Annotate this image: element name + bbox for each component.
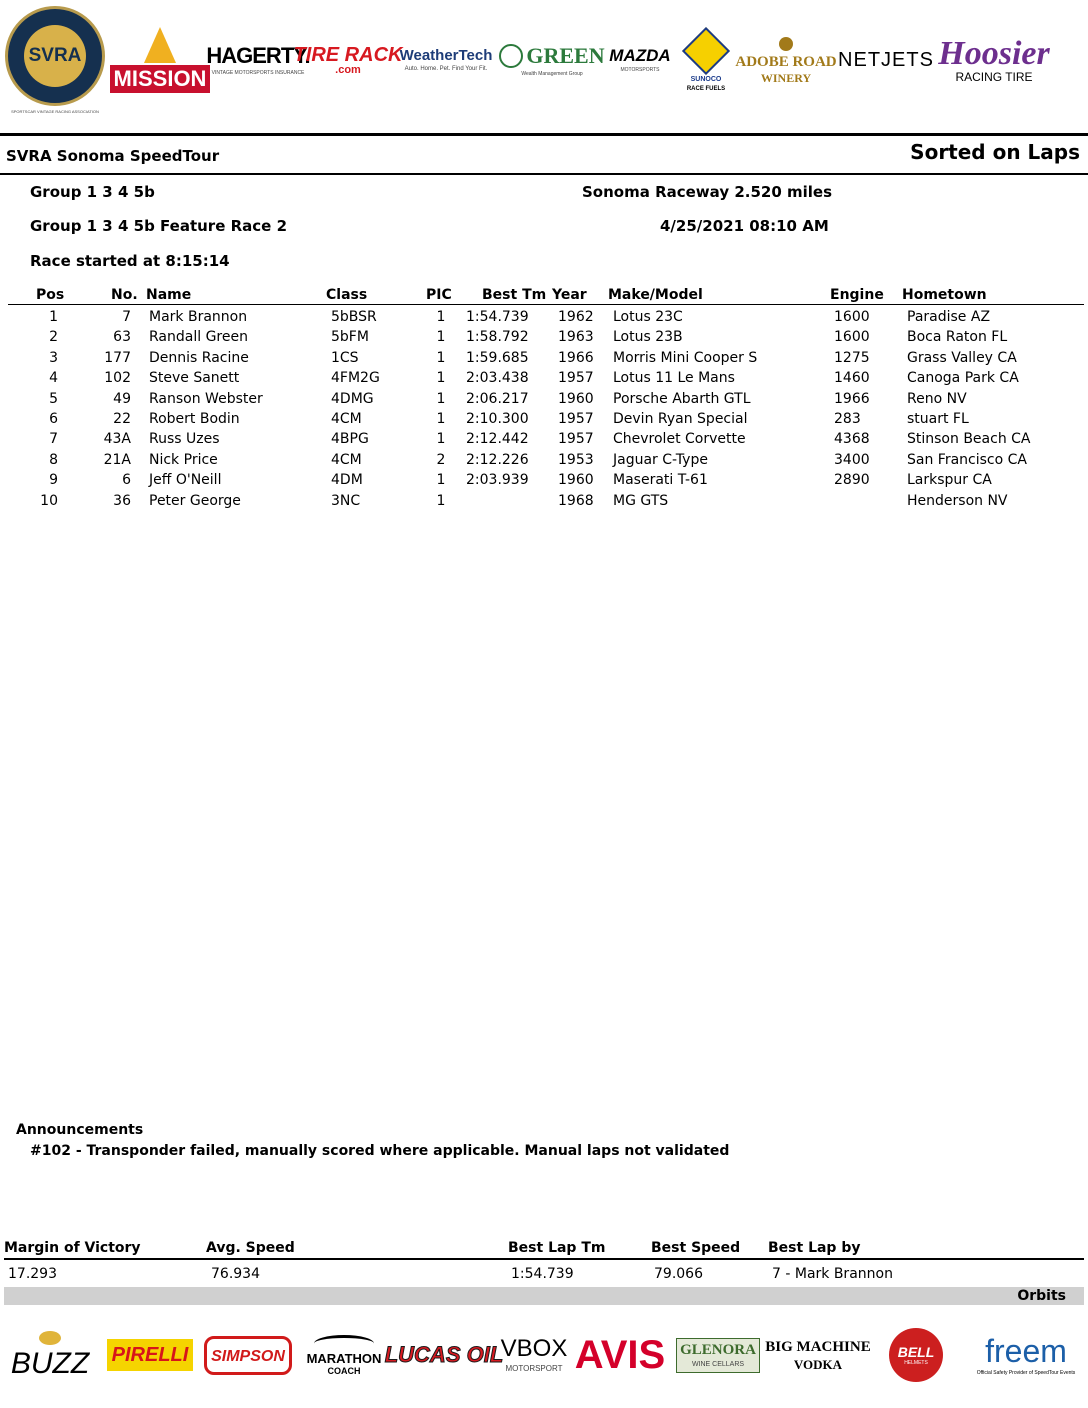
- margin-value: 17.293: [8, 1266, 57, 1282]
- header-engine: Engine: [830, 287, 884, 303]
- avis-logo-text: AVIS: [574, 1333, 666, 1377]
- cell-no: 102: [104, 370, 131, 387]
- bell-badge-icon: [889, 1328, 943, 1382]
- cell-make: Jaguar C-Type: [613, 451, 708, 468]
- cell-best: 1:54.739: [466, 309, 529, 325]
- cell-hometown: Paradise AZ: [907, 309, 991, 325]
- title-rule: [0, 173, 1088, 175]
- table-row: [0, 452, 1088, 472]
- cell-name: Peter George: [149, 492, 241, 509]
- cell-name: Mark Brannon: [149, 309, 248, 325]
- adobe-crest-icon: [779, 37, 793, 51]
- mazda-logo-text: MAZDA: [609, 46, 671, 65]
- svra-logo: [0, 6, 110, 114]
- cell-make: Devin Ryan Special: [613, 411, 748, 427]
- cell-class: 4CM: [331, 411, 362, 427]
- bell-logo: [868, 1328, 964, 1382]
- cell-year: 1962: [558, 309, 594, 325]
- vbox-logo-sub: MOTORSPORT: [505, 1364, 563, 1373]
- hagerty-logo-sub: VINTAGE MOTORSPORTS INSURANCE: [211, 69, 305, 76]
- cell-pic: 1: [436, 370, 446, 387]
- cell-engine: 1275: [834, 349, 870, 366]
- cell-best: 1:59.685: [466, 349, 529, 366]
- table-row: [0, 493, 1088, 513]
- green-seal-icon: [499, 44, 523, 68]
- avg-speed-value: 76.934: [211, 1266, 260, 1282]
- best-speed-label: Best Speed: [651, 1240, 741, 1256]
- freem-logo-text: freem: [985, 1332, 1067, 1369]
- datetime-label: 4/25/2021 08:10 AM: [660, 217, 829, 235]
- buzz-logo: [0, 1331, 100, 1379]
- cell-pic: 1: [436, 309, 446, 325]
- svra-logo-text: SVRA: [28, 45, 82, 66]
- green-logo-sub: Wealth Management Group: [521, 70, 583, 77]
- cell-name: Jeff O'Neill: [149, 472, 222, 489]
- cell-best: 1:58.792: [466, 329, 529, 346]
- sunoco-logo: [678, 28, 734, 92]
- cell-pic: 1: [436, 472, 446, 489]
- cell-best: 2:12.442: [466, 431, 529, 448]
- cell-best: 2:03.438: [466, 370, 529, 387]
- bottom-sponsor-bar: [0, 1310, 1088, 1400]
- header-best: Best Tm: [482, 287, 547, 303]
- cell-hometown: San Francisco CA: [907, 451, 1027, 468]
- lucas-logo-text: LUCAS OIL: [384, 1342, 504, 1367]
- cell-name: Steve Sanett: [149, 370, 240, 387]
- cell-year: 1963: [558, 329, 594, 346]
- cell-name: Ranson Webster: [149, 390, 263, 407]
- freem-logo: [964, 1332, 1088, 1376]
- cell-pic: 1: [436, 390, 446, 407]
- cell-make: Porsche Abarth GTL: [613, 390, 751, 407]
- cell-engine: 283: [834, 411, 861, 427]
- hagerty-logo-text: HAGERTY.: [206, 42, 310, 68]
- cell-year: 1957: [558, 411, 594, 427]
- mission-bell-icon: [144, 27, 176, 63]
- tirerack-logo-sub: .com: [335, 63, 361, 76]
- cell-hometown: Henderson NV: [907, 492, 1008, 509]
- table-row: [0, 431, 1088, 451]
- cell-engine: 4368: [834, 431, 870, 448]
- cell-engine: 1460: [834, 370, 870, 387]
- header-rule: [0, 133, 1088, 136]
- cell-make: Morris Mini Cooper S: [613, 349, 758, 366]
- cell-best: 2:12.226: [466, 451, 529, 468]
- cell-no: 43A: [103, 431, 131, 448]
- marathon-logo-text: MARATHON: [306, 1350, 382, 1366]
- cell-best: 2:06.217: [466, 390, 529, 407]
- pirelli-logo: [100, 1339, 200, 1371]
- cell-make: MG GTS: [613, 492, 669, 509]
- freem-logo-sub: Official Safety Provider of SpeedTour Events: [976, 1369, 1076, 1376]
- svra-logo-sub: SPORTSCAR VINTAGE RACING ASSOCIATION: [11, 109, 99, 114]
- buzz-bee-icon: [39, 1331, 61, 1345]
- header-pos: Pos: [36, 287, 65, 303]
- weathertech-logo-text: WeatherTech: [399, 47, 493, 64]
- cell-pic: 1: [436, 329, 446, 346]
- header-no: No.: [111, 287, 138, 303]
- hoosier-logo: [934, 37, 1054, 83]
- cell-pic: 1: [436, 349, 446, 366]
- green-wealth-logo: [502, 42, 605, 77]
- svra-seal-icon: [5, 6, 105, 106]
- mission-logo-text: MISSION: [113, 66, 207, 91]
- cell-make: Lotus 11 Le Mans: [613, 370, 735, 387]
- cell-engine: 1966: [834, 390, 870, 407]
- tirerack-logo: [293, 43, 403, 76]
- cell-pos: 8: [49, 451, 58, 468]
- cell-name: Nick Price: [149, 451, 218, 468]
- best-lap-label: Best Lap Tm: [508, 1240, 606, 1256]
- cell-name: Russ Uzes: [149, 431, 220, 448]
- cell-pos: 3: [49, 349, 58, 366]
- cell-year: 1953: [558, 451, 594, 468]
- cell-no: 7: [122, 309, 131, 325]
- cell-class: 4BPG: [331, 431, 369, 448]
- cell-best: 2:10.300: [466, 411, 529, 427]
- vbox-logo-text: VBOX: [500, 1335, 568, 1362]
- cell-hometown: Reno NV: [907, 390, 967, 407]
- best-lap-value: 1:54.739: [511, 1266, 574, 1282]
- cell-year: 1957: [558, 370, 594, 387]
- table-row: [0, 370, 1088, 390]
- weathertech-logo-sub: Auto. Home. Pet. Find Your Fit.: [404, 66, 488, 72]
- cell-pic: 1: [436, 492, 446, 509]
- announcements-title: Announcements: [16, 1122, 144, 1138]
- sort-label: Sorted on Laps: [910, 140, 1080, 164]
- cell-hometown: Larkspur CA: [907, 472, 992, 489]
- cell-engine: 1600: [834, 329, 870, 346]
- vbox-logo: [496, 1337, 572, 1373]
- cell-no: 63: [113, 329, 131, 346]
- orbits-bar: [4, 1287, 1084, 1305]
- header-hometown: Hometown: [902, 287, 987, 303]
- big-machine-logo: [765, 1338, 871, 1372]
- cell-best: 2:03.939: [466, 472, 529, 489]
- avg-speed-label: Avg. Speed: [206, 1240, 295, 1256]
- lucas-oil-logo: [384, 1342, 504, 1367]
- header-make: Make/Model: [608, 287, 703, 303]
- bigmachine-logo-sub: VODKA: [793, 1356, 843, 1372]
- cell-pos: 4: [49, 370, 58, 387]
- event-title: SVRA Sonoma SpeedTour: [6, 147, 220, 165]
- green-logo-text: GREEN: [526, 42, 605, 68]
- cell-make: Lotus 23C: [613, 309, 683, 325]
- sunoco-diamond-icon: [682, 27, 730, 75]
- weathertech-logo: [390, 48, 502, 72]
- cell-no: 6: [122, 472, 131, 489]
- cell-class: 4DM: [331, 472, 363, 489]
- cell-class: 3NC: [331, 492, 361, 509]
- marathon-logo: [296, 1335, 392, 1376]
- table-row: [0, 350, 1088, 370]
- table-row: [0, 391, 1088, 411]
- hoosier-logo-sub: RACING TIRE: [955, 70, 1033, 84]
- cell-class: 4DMG: [331, 390, 374, 407]
- header-year: Year: [552, 287, 587, 303]
- table-row: [0, 411, 1088, 431]
- session-label: Group 1 3 4 5b Feature Race 2: [30, 217, 287, 235]
- cell-engine: 3400: [834, 451, 870, 468]
- glenora-logo: [668, 1338, 768, 1373]
- announcement-text: #102 - Transponder failed, manually scored where applicable. Manual laps not validated: [30, 1143, 730, 1159]
- header-name: Name: [146, 287, 192, 303]
- cell-pic: 2: [436, 451, 446, 468]
- cell-pos: 1: [49, 309, 58, 325]
- group-label: Group 1 3 4 5b: [30, 183, 155, 201]
- cell-class: 5bBSR: [331, 309, 377, 325]
- best-lap-by-value: 7 - Mark Brannon: [772, 1266, 893, 1282]
- table-row: [0, 329, 1088, 349]
- cell-name: Randall Green: [149, 329, 248, 346]
- best-lap-by-label: Best Lap by: [768, 1240, 861, 1256]
- header-pic: PIC: [426, 287, 452, 303]
- cell-pic: 1: [436, 431, 446, 448]
- adobe-road-logo: [734, 37, 838, 84]
- marathon-logo-sub: COACH: [327, 1365, 361, 1376]
- hoosier-logo-text: Hoosier: [938, 35, 1050, 72]
- table-row: [0, 309, 1088, 329]
- cell-class: 5bFM: [331, 329, 369, 346]
- mazda-logo: [602, 47, 678, 73]
- tirerack-logo-text: TIRE RACK: [293, 43, 403, 66]
- cell-make: Chevrolet Corvette: [613, 431, 746, 448]
- mission-logo: [110, 27, 210, 93]
- cell-no: 36: [113, 492, 131, 509]
- cell-year: 1968: [558, 492, 594, 509]
- cell-name: Robert Bodin: [149, 411, 240, 427]
- netjets-logo: [838, 50, 934, 70]
- bell-logo-sub: HELMETS: [904, 1359, 928, 1366]
- cell-class: 1CS: [331, 349, 359, 366]
- footer-rule: [4, 1258, 1084, 1260]
- glenora-logo-text: GLENORA: [680, 1341, 756, 1358]
- adobe-logo-text: ADOBE ROAD: [735, 53, 837, 70]
- orbits-label: Orbits: [1017, 1288, 1066, 1304]
- cell-hometown: Canoga Park CA: [907, 370, 1019, 387]
- marathon-arc-icon: [314, 1335, 374, 1352]
- netjets-logo-text: NETJETS: [838, 49, 934, 71]
- simpson-logo: [200, 1336, 296, 1375]
- cell-pos: 2: [49, 329, 58, 346]
- cell-pos: 7: [49, 431, 58, 448]
- sunoco-logo-text: SUNOCO: [690, 76, 722, 83]
- cell-hometown: stuart FL: [907, 411, 969, 427]
- cell-year: 1957: [558, 431, 594, 448]
- header-class: Class: [326, 287, 368, 303]
- cell-pic: 1: [436, 411, 446, 427]
- cell-pos: 10: [40, 492, 58, 509]
- cell-name: Dennis Racine: [149, 349, 249, 366]
- cell-class: 4CM: [331, 451, 362, 468]
- adobe-logo-sub: WINERY: [760, 70, 812, 85]
- cell-engine: 1600: [834, 309, 870, 325]
- table-header-rule: [8, 304, 1084, 305]
- best-speed-value: 79.066: [654, 1266, 703, 1282]
- mazda-logo-sub: MOTORSPORTS: [620, 67, 660, 73]
- cell-pos: 6: [49, 411, 58, 427]
- glenora-logo-sub: WINE CELLARS: [691, 1360, 745, 1368]
- cell-pos: 9: [49, 472, 58, 489]
- top-sponsor-bar: [0, 4, 1088, 116]
- avis-logo: [572, 1335, 668, 1375]
- cell-no: 177: [104, 349, 131, 366]
- cell-class: 4FM2G: [331, 370, 380, 387]
- cell-year: 1960: [558, 472, 594, 489]
- race-start-label: Race started at 8:15:14: [30, 252, 230, 270]
- margin-label: Margin of Victory: [4, 1240, 141, 1256]
- cell-hometown: Grass Valley CA: [907, 349, 1017, 366]
- cell-no: 49: [113, 390, 131, 407]
- bell-logo-text: BELL: [897, 1343, 935, 1360]
- cell-year: 1966: [558, 349, 594, 366]
- hagerty-logo: [206, 42, 310, 76]
- cell-hometown: Boca Raton FL: [907, 329, 1008, 346]
- sunoco-logo-sub: RACE FUELS: [686, 86, 726, 92]
- track-label: Sonoma Raceway 2.520 miles: [582, 183, 833, 201]
- cell-hometown: Stinson Beach CA: [907, 431, 1031, 448]
- cell-no: 21A: [103, 451, 131, 468]
- cell-engine: 2890: [834, 472, 870, 489]
- buzz-logo-text: BUZZ: [10, 1347, 90, 1380]
- simpson-logo-text: SIMPSON: [211, 1347, 285, 1365]
- cell-no: 22: [113, 411, 131, 427]
- table-row: [0, 472, 1088, 492]
- pirelli-logo-text: PIRELLI: [111, 1344, 189, 1366]
- cell-make: Lotus 23B: [613, 329, 683, 346]
- cell-year: 1960: [558, 390, 594, 407]
- cell-pos: 5: [49, 390, 58, 407]
- cell-make: Maserati T-61: [613, 472, 708, 489]
- bigmachine-logo-text: BIG MACHINE: [765, 1338, 871, 1355]
